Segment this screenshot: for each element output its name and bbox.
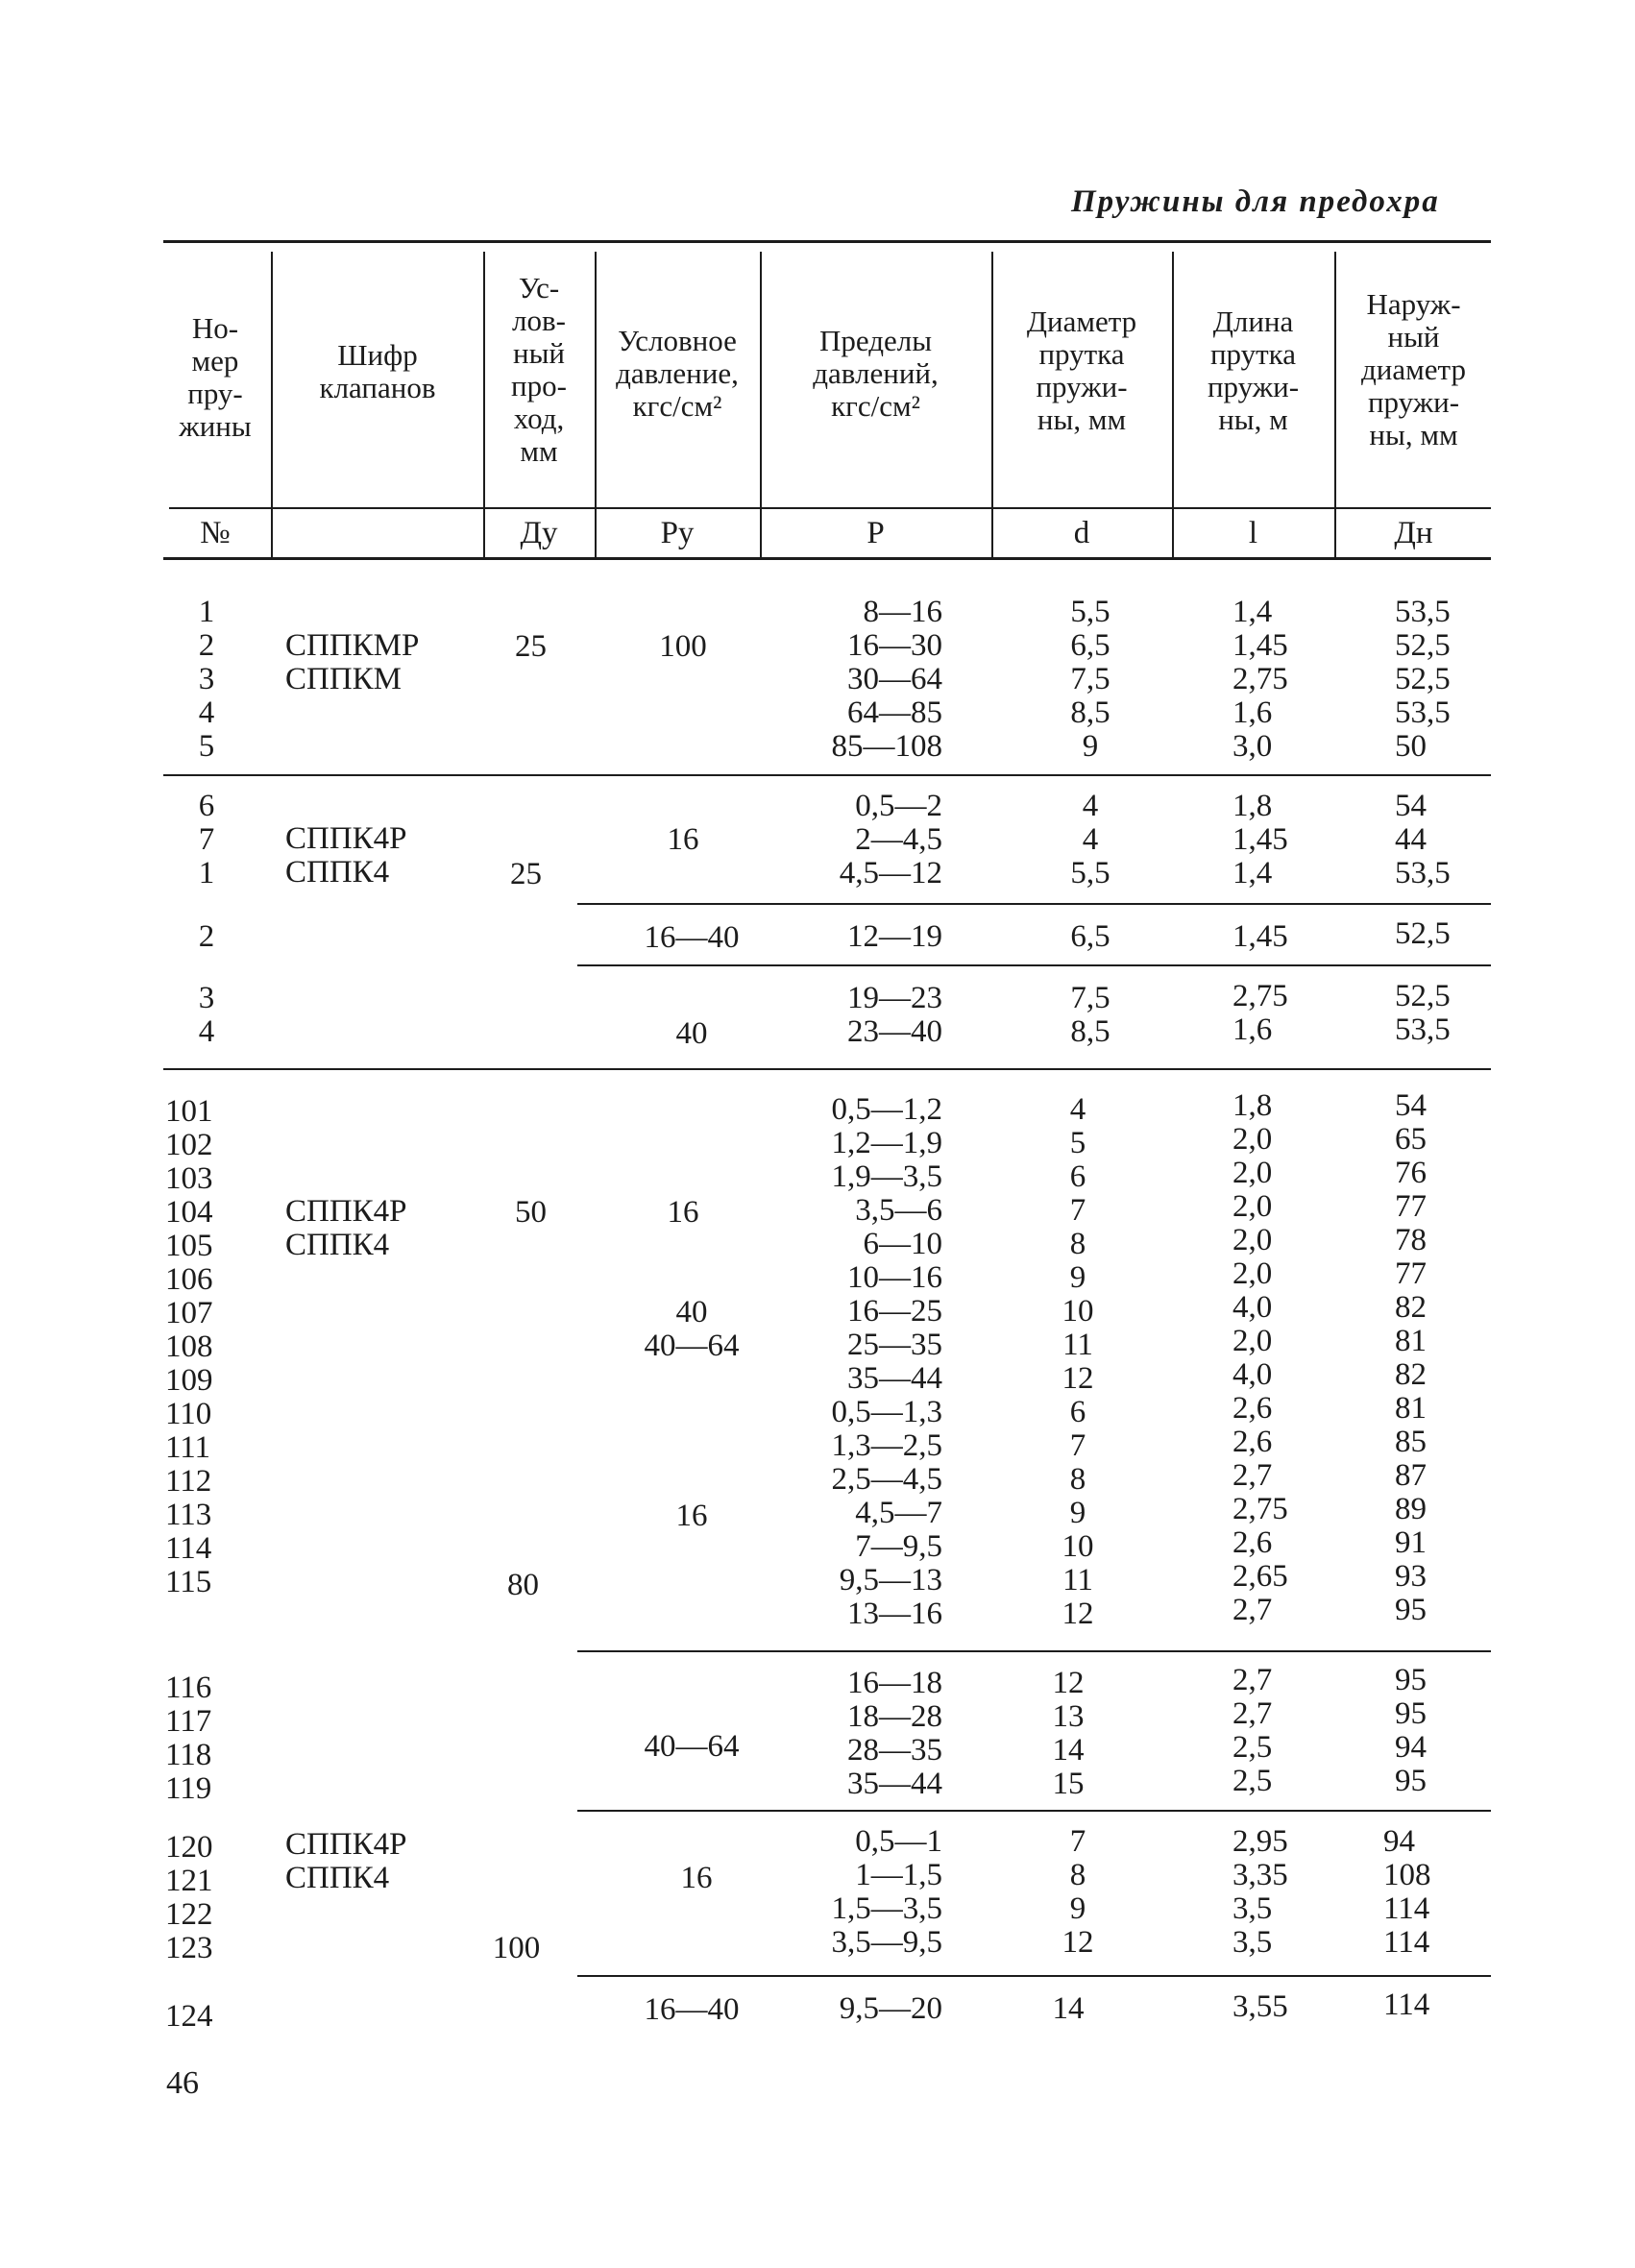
header-pressure-range: Пределы давлений, кгс/см² xyxy=(813,324,939,423)
header-valve-code: Шифр клапанов xyxy=(319,338,436,404)
symbol-top-rule xyxy=(169,507,1491,509)
spring-numbers: 120 121 122 123 xyxy=(165,1830,213,1965)
valve-codes: СППК4Р СППК4 xyxy=(285,1194,407,1262)
spring-numbers: 3 4 xyxy=(198,981,215,1049)
pressure-ranges: 12—19 xyxy=(847,919,942,954)
nominal-pressure: 100 xyxy=(659,629,707,664)
nominal-pressure: 16 xyxy=(667,822,699,857)
pressure-ranges: 0,5—1,2 1,2—1,9 1,9—3,5 3,5—6 6—10 10—16 16—25 25—35 35—44 0,5—1,3 1,3—2,5 2,5—4,5 4,5—7 7—9,5 9,5—13 13—16 xyxy=(831,1092,942,1631)
valve-codes: СППК4Р СППК4 xyxy=(285,1827,407,1895)
subgroup-separator xyxy=(577,1810,1491,1812)
nominal-pressure: 16—40 xyxy=(644,1992,740,2027)
symbol-d: d xyxy=(1073,516,1090,550)
pressure-ranges: 9,5—20 xyxy=(839,1991,942,2026)
spring-numbers: 116 117 118 119 xyxy=(165,1671,212,1806)
pressure-ranges: 16—18 18—28 28—35 35—44 xyxy=(847,1666,942,1801)
nominal-bore: 100 xyxy=(492,1931,541,1965)
pressure-ranges: 8—16 16—30 30—64 64—85 85—108 xyxy=(831,595,942,764)
outer-diameters: 54 44 53,5 xyxy=(1395,789,1451,890)
wire-diameters: 5,5 6,5 7,5 8,5 9 xyxy=(1070,595,1110,764)
header-nominal-pressure: Условное давление, кгс/см² xyxy=(616,324,739,423)
wire-diameters: 4 5 6 7 8 9 10 11 12 6 7 8 9 10 11 12 xyxy=(1062,1092,1094,1631)
nominal-pressure: 16—40 xyxy=(644,920,740,955)
header-wire-diameter: Диаметр прутка пружи- ны, мм xyxy=(1026,305,1137,436)
symbol-p: Р xyxy=(866,516,885,550)
wire-lengths: 2,75 1,6 xyxy=(1232,979,1288,1047)
subgroup-separator xyxy=(577,1975,1491,1977)
wire-lengths: 2,95 3,35 3,5 3,5 xyxy=(1232,1824,1288,1960)
nominal-bore: 50 xyxy=(515,1195,547,1230)
spring-numbers: 2 xyxy=(198,919,215,954)
pressure-ranges: 0,5—2 2—4,5 4,5—12 xyxy=(839,789,942,890)
nominal-pressure: 40—64 xyxy=(644,1329,740,1363)
symbol-l: l xyxy=(1248,516,1258,550)
nominal-bore: 80 xyxy=(507,1568,539,1602)
group-separator xyxy=(163,1068,1491,1070)
wire-lengths: 3,55 xyxy=(1232,1989,1288,2024)
wire-lengths: 1,45 xyxy=(1232,919,1288,954)
page-number: 46 xyxy=(166,2065,199,2101)
pressure-ranges: 19—23 23—40 xyxy=(847,981,942,1049)
nominal-pressure: 40—64 xyxy=(644,1729,740,1764)
outer-diameters: 114 xyxy=(1383,1988,1430,2022)
nominal-bore: 25 xyxy=(510,857,542,891)
wire-diameters: 14 xyxy=(1052,1991,1085,2026)
nominal-bore: 25 xyxy=(515,629,547,664)
header-spring-number: Но- мер пру- жины xyxy=(179,311,252,443)
wire-diameters: 7 8 9 12 xyxy=(1062,1824,1094,1960)
pressure-ranges: 0,5—1 1—1,5 1,5—3,5 3,5—9,5 xyxy=(831,1824,942,1960)
header-divider xyxy=(271,252,273,557)
header-nominal-bore: Ус- лов- ный про- ход, мм xyxy=(511,271,567,468)
subgroup-separator xyxy=(577,964,1491,966)
nominal-pressure: 40 xyxy=(675,1295,708,1329)
wire-lengths: 2,7 2,7 2,5 2,5 xyxy=(1232,1663,1273,1798)
outer-diameters: 94 108 114 114 xyxy=(1383,1824,1431,1960)
subgroup-separator xyxy=(577,1650,1491,1652)
spring-numbers: 101 102 103 104 105 106 107 108 109 110 111 112 113 114 115 xyxy=(165,1094,213,1599)
wire-diameters: 12 13 14 15 xyxy=(1052,1666,1085,1801)
spring-numbers: 1 2 3 4 5 xyxy=(198,595,215,764)
outer-diameters: 52,5 xyxy=(1395,916,1451,951)
wire-diameters: 4 4 5,5 xyxy=(1070,789,1110,890)
outer-diameters: 54 65 76 77 78 77 82 81 82 81 85 87 89 91 93 95 xyxy=(1395,1088,1427,1627)
outer-diameters: 53,5 52,5 52,5 53,5 50 xyxy=(1395,595,1451,764)
wire-diameters: 7,5 8,5 xyxy=(1070,981,1110,1049)
nominal-pressure: 16 xyxy=(667,1195,699,1230)
outer-diameters: 52,5 53,5 xyxy=(1395,979,1451,1047)
nominal-pressure: 16 xyxy=(680,1861,713,1895)
outer-diameters: 95 95 94 95 xyxy=(1395,1663,1427,1798)
wire-diameters: 6,5 xyxy=(1070,919,1110,954)
spring-numbers: 6 7 1 xyxy=(198,789,215,890)
valve-codes: СППКМР СППКМ xyxy=(285,628,420,696)
nominal-pressure: 16 xyxy=(675,1499,708,1533)
header-bottom-rule xyxy=(163,557,1491,560)
running-header: Пружины для предохра xyxy=(1071,184,1440,219)
wire-lengths: 1,8 1,45 1,4 xyxy=(1232,789,1288,890)
nominal-pressure: 40 xyxy=(675,1016,708,1051)
header-wire-length: Длина прутка пружи- ны, м xyxy=(1207,305,1300,436)
wire-lengths: 1,8 2,0 2,0 2,0 2,0 2,0 4,0 2,0 4,0 2,6 2,6 2,7 2,75 2,6 2,65 2,7 xyxy=(1232,1088,1288,1627)
symbol-pn: Ру xyxy=(660,516,695,550)
valve-codes: СППК4Р СППК4 xyxy=(285,821,407,890)
symbol-number: № xyxy=(200,516,231,550)
wire-lengths: 1,4 1,45 2,75 1,6 3,0 xyxy=(1232,595,1288,764)
subgroup-separator xyxy=(577,903,1491,905)
header-outer-diameter: Наруж- ный диаметр пружи- ны, мм xyxy=(1361,287,1466,451)
symbol-dn: Ду xyxy=(520,516,558,550)
spring-numbers: 124 xyxy=(165,1999,213,2034)
symbol-dh: Дн xyxy=(1394,516,1433,550)
table-top-rule xyxy=(163,240,1491,243)
group-separator xyxy=(163,774,1491,776)
